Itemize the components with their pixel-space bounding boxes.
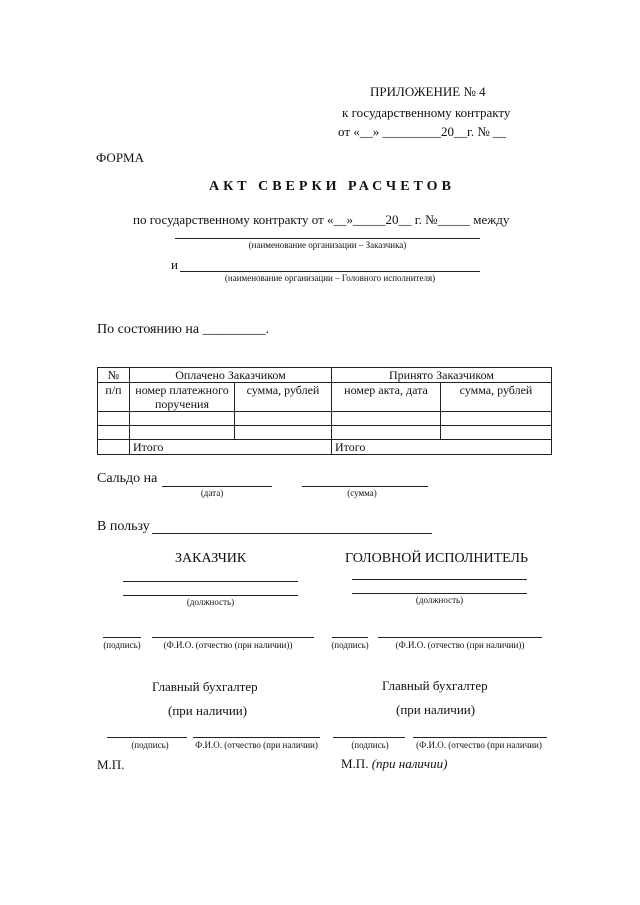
form-label: ФОРМА [96, 150, 144, 165]
customer-heading: ЗАКАЗЧИК [175, 551, 247, 566]
total-paid-label: Итого [130, 440, 332, 455]
appendix-date-line: от «__» _________20__г. № __ [338, 124, 507, 139]
customer-acc-signature-caption: (подпись) [131, 740, 169, 750]
contractor-acc-name-caption: (Ф.И.О. (отчество (при наличии) [416, 740, 542, 750]
total-row [98, 440, 552, 455]
customer-acc-name-line [193, 737, 320, 738]
customer-caption: (наименование организации – Заказчика) [248, 240, 407, 250]
num-header: № [98, 368, 130, 383]
customer-name-line [175, 238, 480, 239]
table-row [98, 426, 552, 440]
table-row [98, 412, 552, 426]
customer-position-caption: (должность) [186, 597, 235, 607]
balance-label: Сальдо на [97, 471, 158, 486]
sum-header-accepted: сумма, рублей [441, 383, 552, 412]
contractor-accountant: Главный бухгалтер [382, 678, 488, 693]
contract-line: по государственному контракту от «__»_____20__ г. №_____ между [133, 212, 510, 227]
contractor-acc-name-line [413, 737, 547, 738]
customer-name-line [152, 637, 314, 638]
appendix-subtitle: к государственному контракту [342, 105, 511, 120]
balance-date-line [162, 486, 272, 487]
contractor-signature-line [332, 637, 368, 638]
act-title: АКТ СВЕРКИ РАСЧЕТОВ [209, 179, 455, 194]
payment-order-header: номер платежного поручения [130, 383, 235, 412]
customer-acc-signature-line [107, 737, 187, 738]
contractor-accountant-if-any: (при наличии) [396, 702, 476, 717]
accepted-header: Принято Заказчиком [332, 368, 552, 383]
balance-date-caption: (дата) [200, 488, 224, 498]
contractor-position-caption: (должность) [415, 595, 464, 605]
customer-position-line [123, 595, 298, 596]
contractor-line-1 [352, 579, 527, 580]
customer-line-1 [123, 581, 298, 582]
and-label: и [171, 257, 178, 272]
customer-acc-name-caption: Ф.И.О. (отчество (при наличии) [195, 740, 318, 750]
contractor-heading: ГОЛОВНОЙ ИСПОЛНИТЕЛЬ [345, 551, 529, 566]
contractor-position-line [352, 593, 527, 594]
customer-accountant: Главный бухгалтер [152, 679, 258, 694]
contractor-acc-signature-caption: (подпись) [351, 740, 389, 750]
customer-stamp: М.П. [97, 757, 125, 772]
customer-signature-caption: (подпись) [103, 640, 141, 650]
appendix-title: ПРИЛОЖЕНИЕ № 4 [370, 84, 486, 99]
balance-sum-caption: (сумма) [347, 488, 377, 498]
contractor-name-line [180, 271, 480, 272]
paid-header: Оплачено Заказчиком [130, 368, 332, 383]
reconciliation-table [97, 367, 552, 455]
customer-accountant-if-any: (при наличии) [168, 703, 248, 718]
contractor-caption: (наименование организации – Головного исполнителя) [224, 273, 436, 283]
total-accepted-label: Итого [332, 440, 552, 455]
contractor-signature-caption: (подпись) [331, 640, 369, 650]
contractor-acc-signature-line [333, 737, 405, 738]
act-number-header: номер акта, дата [332, 383, 441, 412]
balance-sum-line [302, 486, 428, 487]
as-of-date: По состоянию на _________. [97, 322, 270, 337]
num-subheader: п/п [98, 383, 130, 412]
contractor-name-caption: (Ф.И.О. (отчество (при наличии)) [395, 640, 525, 650]
customer-signature-line [103, 637, 141, 638]
in-favor-line [152, 533, 432, 534]
in-favor-label: В пользу [97, 519, 150, 534]
contractor-stamp-note: (при наличии) [371, 756, 448, 771]
contractor-stamp-label: М.П. [341, 756, 369, 771]
customer-name-caption: (Ф.И.О. (отчество (при наличии)) [163, 640, 293, 650]
contractor-name-line [378, 637, 542, 638]
contractor-stamp [341, 756, 447, 772]
sum-header-paid: сумма, рублей [235, 383, 332, 412]
